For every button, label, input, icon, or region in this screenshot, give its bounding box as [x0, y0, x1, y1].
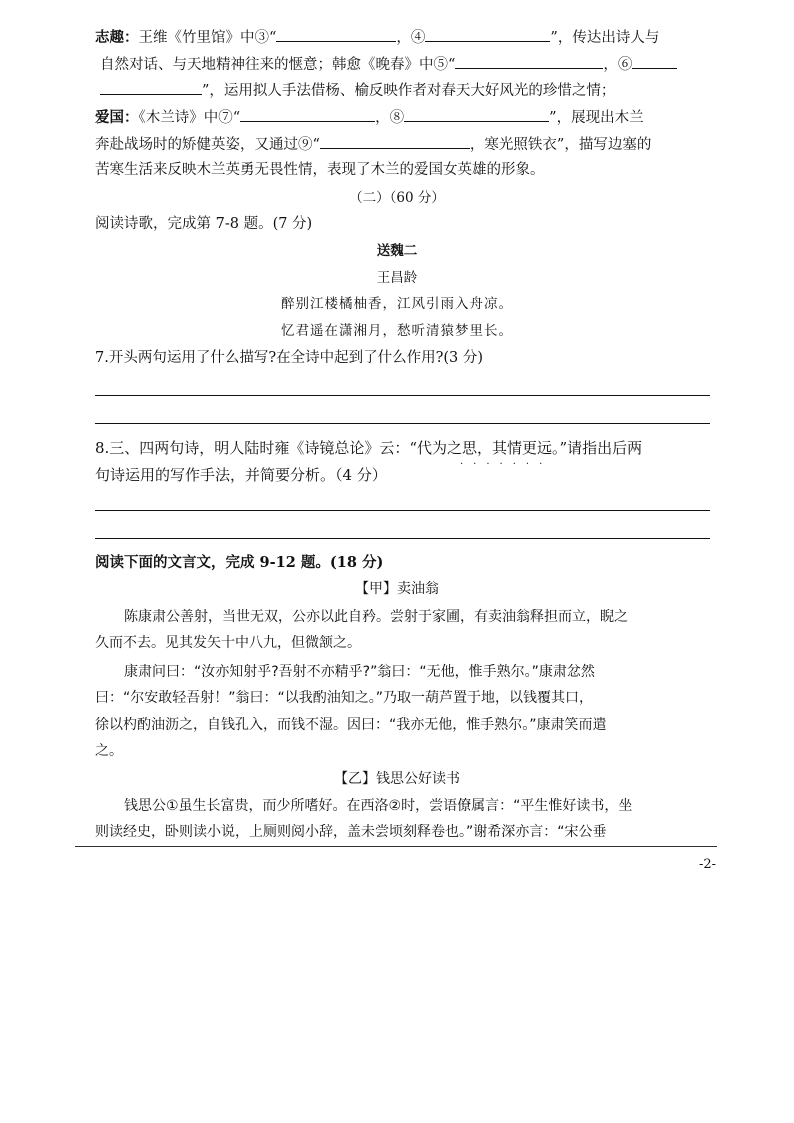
passage-b-title: 【乙】钱思公好读书	[334, 771, 460, 787]
blank-7[interactable]	[240, 106, 375, 122]
passage-b-line-1: 钱思公①虽生长富贵，而少所嗜好。在西洛②时，尝语僚属言：“平生惟好读书，坐	[124, 798, 633, 814]
passage-a-line-3: 康肃问曰：“汝亦知射乎?吾射不亦精乎?”翁曰：“无他，惟手熟尔。”康肃忿然	[124, 664, 595, 680]
question-8-line-1: 8.三、四两句诗，明人陆时雍《诗镜总论》云：“代为之思，其情更远。”请指出后两	[95, 439, 643, 457]
emphasis-dots: .......	[460, 456, 553, 467]
blank-9[interactable]	[320, 133, 470, 149]
recite-line-5: 奔赴战场时的矫健英姿，又通过⑨“ ，寒光照铁衣”，描写边塞的	[95, 133, 651, 155]
blank-6-end[interactable]	[100, 79, 202, 95]
blank-4[interactable]	[425, 26, 550, 42]
poem-author: 王昌龄	[376, 270, 418, 286]
poem-line-2: 忆君遥在潇湘月，愁听清猿梦里长。	[281, 323, 513, 339]
blank-8[interactable]	[404, 106, 549, 122]
section-heading: （二）（60 分）	[349, 190, 445, 206]
recite-line-4: 爱国：《木兰诗》中⑦“ ，⑧ ”，展现出木兰	[95, 106, 644, 128]
question-8-line-2: 句诗运用的写作手法，并简要分析。（4 分）	[95, 466, 387, 484]
passage-a-line-5: 徐以杓酌油沥之，自钱孔入，而钱不湿。因曰：“我亦无他，惟手熟尔。”康肃笑而遣	[95, 717, 607, 733]
poem-line-1: 醉别江楼橘柚香，江风引雨入舟凉。	[281, 296, 513, 312]
passage-a-title: 【甲】卖油翁	[355, 581, 439, 597]
passage-a-line-2: 久而不去。见其发矢十中八九，但微颔之。	[95, 635, 361, 651]
recite-line-2: 自然对话、与天地精神往来的惬意；韩愈《晚春》中⑤“ ，⑥	[100, 53, 677, 75]
recite-line-1: 志趣：王维《竹里馆》中③“ ，④ ”，传达出诗人与	[95, 26, 659, 48]
category-label-zhiqu: 志趣：	[95, 29, 139, 46]
category-label-aiguo: 爱国：	[95, 109, 139, 126]
recite-line-3: ”，运用拟人手法借杨、榆反映作者对春天大好风光的珍惜之情；	[100, 79, 615, 101]
poem-title: 送魏二	[376, 243, 418, 259]
footer-rule	[75, 846, 717, 847]
blank-5[interactable]	[455, 53, 603, 69]
answer-line-q7-2[interactable]	[95, 423, 710, 424]
passage-a-line-6: 之。	[95, 743, 123, 759]
poem-instruction: 阅读诗歌，完成第 7-8 题。(7 分)	[95, 216, 313, 232]
passage-b-line-2: 则读经史，卧则读小说，上厕则阅小辞，盖未尝顷刻释卷也。”谢希深亦言：“宋公垂	[95, 824, 607, 840]
classical-instruction: 阅读下面的文言文，完成 9-12 题。(18 分)	[95, 554, 384, 571]
blank-6-start[interactable]	[632, 53, 677, 69]
passage-a-line-1: 陈康肃公善射，当世无双，公亦以此自矜。尝射于家圃，有卖油翁释担而立，睨之	[124, 609, 628, 625]
blank-3[interactable]	[276, 26, 396, 42]
page-number: -2-	[698, 857, 716, 872]
passage-a-line-4: 曰：“尔安敢轻吾射！”翁曰：“以我酌油知之。”乃取一葫芦置于地，以钱覆其口，	[95, 690, 594, 706]
answer-line-q7-1[interactable]	[95, 395, 710, 396]
answer-line-q8-1[interactable]	[95, 510, 710, 511]
recite-line-6: 苦寒生活来反映木兰英勇无畏性情，表现了木兰的爱国女英雄的形象。	[95, 162, 545, 178]
question-7: 7.开头两句运用了什么描写?在全诗中起到了什么作用?(3 分)	[95, 350, 484, 366]
answer-line-q8-2[interactable]	[95, 538, 710, 539]
